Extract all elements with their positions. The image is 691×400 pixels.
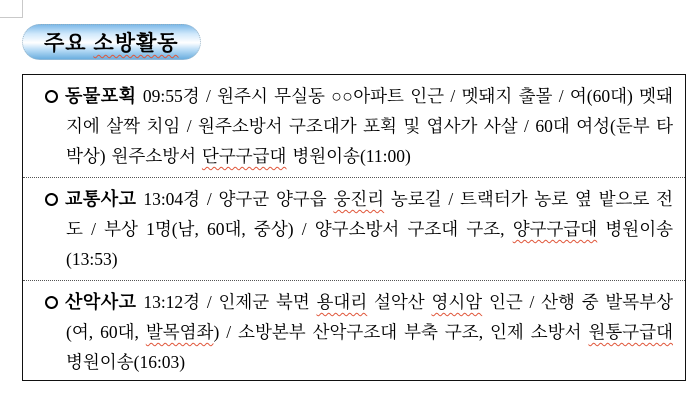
activity-paragraph bbox=[35, 184, 673, 274]
activity-category: 산악사고 bbox=[65, 292, 137, 312]
text-run: ) / 소방본부 산악구조대 부축 구조, 인제 소방서 bbox=[213, 322, 589, 342]
text-run: 설악산 bbox=[367, 292, 432, 312]
text-run-misspelled: 원통구급대 bbox=[588, 322, 673, 342]
section-title-badge bbox=[22, 24, 201, 60]
text-run: 13:12경 / 인제군 북면 bbox=[136, 292, 317, 312]
hollow-circle-bullet-icon bbox=[45, 90, 58, 103]
activity-category: 교통사고 bbox=[65, 189, 137, 209]
text-run-misspelled: 단구구급대 bbox=[201, 146, 287, 166]
text-run-misspelled: 양구구급대 bbox=[512, 219, 598, 239]
text-run: 09:55경 / 원주시 무실동 ○○아파트 인근 / 멧돼지 출몰 / 여(60대) 멧돼지에 살짝 치임 / 원주소방서 구조대가 포획 및 엽사가 사살 / 60대 여성(둔부 타박상) 원주소방서 bbox=[66, 86, 673, 166]
text-run: 병원이송(11:00) bbox=[286, 146, 411, 166]
activity-paragraph bbox=[35, 81, 673, 171]
page-title bbox=[44, 27, 179, 57]
text-run: 병원이송(13:53) bbox=[66, 219, 674, 269]
table-corner-mark bbox=[0, 0, 23, 18]
activity-item-mountain-accident bbox=[23, 280, 685, 383]
text-run: 병원이송(16:03) bbox=[66, 352, 186, 372]
activity-item-traffic-accident bbox=[23, 177, 685, 280]
activity-category: 동물포획 bbox=[65, 86, 137, 106]
text-run: 농로길 / 트랙터가 농로 옆 밭으로 전도 / 부상 1명(남, 60대, 중상) / 양구소방서 구조대 구조, bbox=[66, 189, 674, 239]
text-run-misspelled: 웅진리 bbox=[333, 189, 385, 209]
hollow-circle-bullet-icon bbox=[45, 296, 58, 309]
text-run-misspelled: 발목염좌 bbox=[145, 322, 214, 342]
text-run-misspelled: 용대리 bbox=[316, 292, 368, 312]
text-run-misspelled: 영시암 bbox=[431, 292, 483, 312]
activity-item-animal-capture bbox=[23, 75, 685, 177]
hollow-circle-bullet-icon bbox=[45, 193, 58, 206]
activities-box bbox=[22, 74, 686, 381]
text-run: 13:04경 / 양구군 양구읍 bbox=[136, 189, 334, 209]
text-run: 인근 / 산행 중 발목부상(여, 60대, bbox=[66, 292, 673, 342]
activity-paragraph bbox=[35, 287, 673, 377]
title-highlighted-word: 소방활동 bbox=[93, 32, 179, 55]
title-prefix: 주요 bbox=[44, 32, 94, 55]
